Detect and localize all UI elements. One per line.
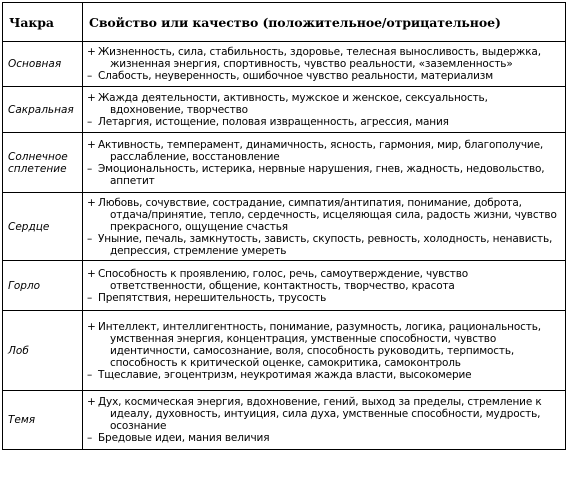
positive-text: Жажда деятельности, активность, мужское и женское, сексуальность, вдохновение, творчество — [98, 91, 488, 116]
table-body — [3, 42, 566, 450]
positive-text: Жизненность, сила, стабильность, здоровье, телесная выносливость, выдержка, жизненная энергия, спортивность, чувство реальности, «заземленность» — [98, 46, 541, 70]
positive-qualities — [87, 139, 562, 163]
positive-qualities — [87, 197, 562, 233]
plus-sign: + — [87, 196, 96, 209]
negative-text: Летаргия, истощение, половая извращенность, агрессия, мания — [98, 115, 449, 128]
table-row — [3, 193, 566, 261]
chakra-table — [2, 2, 566, 450]
quality-cell — [83, 311, 566, 391]
chakra-name: Солнечное сплетение — [3, 133, 83, 193]
positive-text: Интеллект, интеллигентность, понимание, разумность, логика, рациональность, умственная энергия, концентрация, умственные способности, чувство идентичности, самосознание, воля, способность руководить, терпимость, способность к критической оценке, самокритика, самоконтроль — [98, 320, 541, 369]
plus-sign: + — [87, 46, 96, 58]
quality-cell — [83, 87, 566, 133]
chakra-name: Основная — [3, 42, 83, 87]
chakra-name: Горло — [3, 261, 83, 311]
negative-qualities — [87, 233, 562, 257]
quality-cell — [83, 391, 566, 450]
negative-qualities — [87, 292, 562, 304]
quality-cell — [83, 42, 566, 87]
chakra-name: Темя — [3, 391, 83, 450]
chakra-name: Сердце — [3, 193, 83, 261]
quality-cell — [83, 133, 566, 193]
plus-sign: + — [87, 138, 96, 151]
positive-qualities — [87, 46, 562, 70]
table-row — [3, 87, 566, 133]
negative-text: Уныние, печаль, замкнутость, зависть, скупость, ревность, холодность, ненависть, депрессия, стремление умереть — [98, 232, 553, 257]
chakra-name: Сакральная — [3, 87, 83, 133]
positive-text: Активность, темперамент, динамичность, ясность, гармония, мир, благополучие, расслабление, восстановление — [98, 138, 544, 163]
positive-qualities — [87, 92, 562, 116]
negative-text: Бредовые идеи, мания величия — [98, 432, 270, 444]
header-chakra: Чакра — [3, 3, 83, 42]
chakra-name: Лоб — [3, 311, 83, 391]
plus-sign: + — [87, 320, 96, 333]
table-row — [3, 261, 566, 311]
minus-sign: – — [87, 70, 93, 82]
header-row — [3, 3, 566, 42]
minus-sign: – — [87, 291, 93, 304]
positive-text: Способность к проявлению, голос, речь, самоутверждение, чувство ответственности, общение, контактность, творчество, красота — [98, 267, 469, 292]
plus-sign: + — [87, 267, 96, 280]
negative-qualities — [87, 163, 562, 187]
negative-qualities — [87, 116, 562, 128]
table-row — [3, 311, 566, 391]
minus-sign: – — [87, 232, 93, 245]
quality-cell — [83, 193, 566, 261]
negative-text: Эмоциональность, истерика, нервные нарушения, гнев, жадность, недовольство, аппетит — [98, 162, 545, 187]
minus-sign: – — [87, 115, 93, 128]
positive-qualities — [87, 321, 562, 369]
negative-qualities — [87, 369, 562, 381]
positive-text: Любовь, сочувствие, сострадание, симпатия/антипатия, понимание, доброта, отдача/принятие, тепло, сердечность, исцеляющая сила, радость жизни, чувство прекрасного, ощущение счастья — [98, 196, 557, 233]
positive-qualities — [87, 396, 562, 432]
negative-qualities — [87, 432, 562, 444]
negative-qualities — [87, 70, 562, 82]
plus-sign: + — [87, 91, 96, 104]
negative-text: Препятствия, нерешительность, трусость — [98, 291, 327, 304]
minus-sign: – — [87, 368, 93, 381]
positive-text: Дух, космическая энергия, вдохновение, гений, выход за пределы, стремление к идеалу, духовность, интуиция, сила духа, умственные способности, мудрость, осознание — [98, 396, 542, 432]
quality-cell — [83, 261, 566, 311]
header-quality: Свойство или качество (положительное/отрицательное) — [83, 3, 566, 42]
table-row — [3, 133, 566, 193]
plus-sign: + — [87, 396, 96, 408]
negative-text: Слабость, неуверенность, ошибочное чувство реальности, материализм — [98, 70, 493, 82]
negative-text: Тщеславие, эгоцентризм, неукротимая жажда власти, высокомерие — [98, 368, 472, 381]
table-row — [3, 42, 566, 87]
positive-qualities — [87, 268, 562, 292]
table-row — [3, 391, 566, 450]
minus-sign: – — [87, 432, 93, 444]
minus-sign: – — [87, 162, 93, 175]
